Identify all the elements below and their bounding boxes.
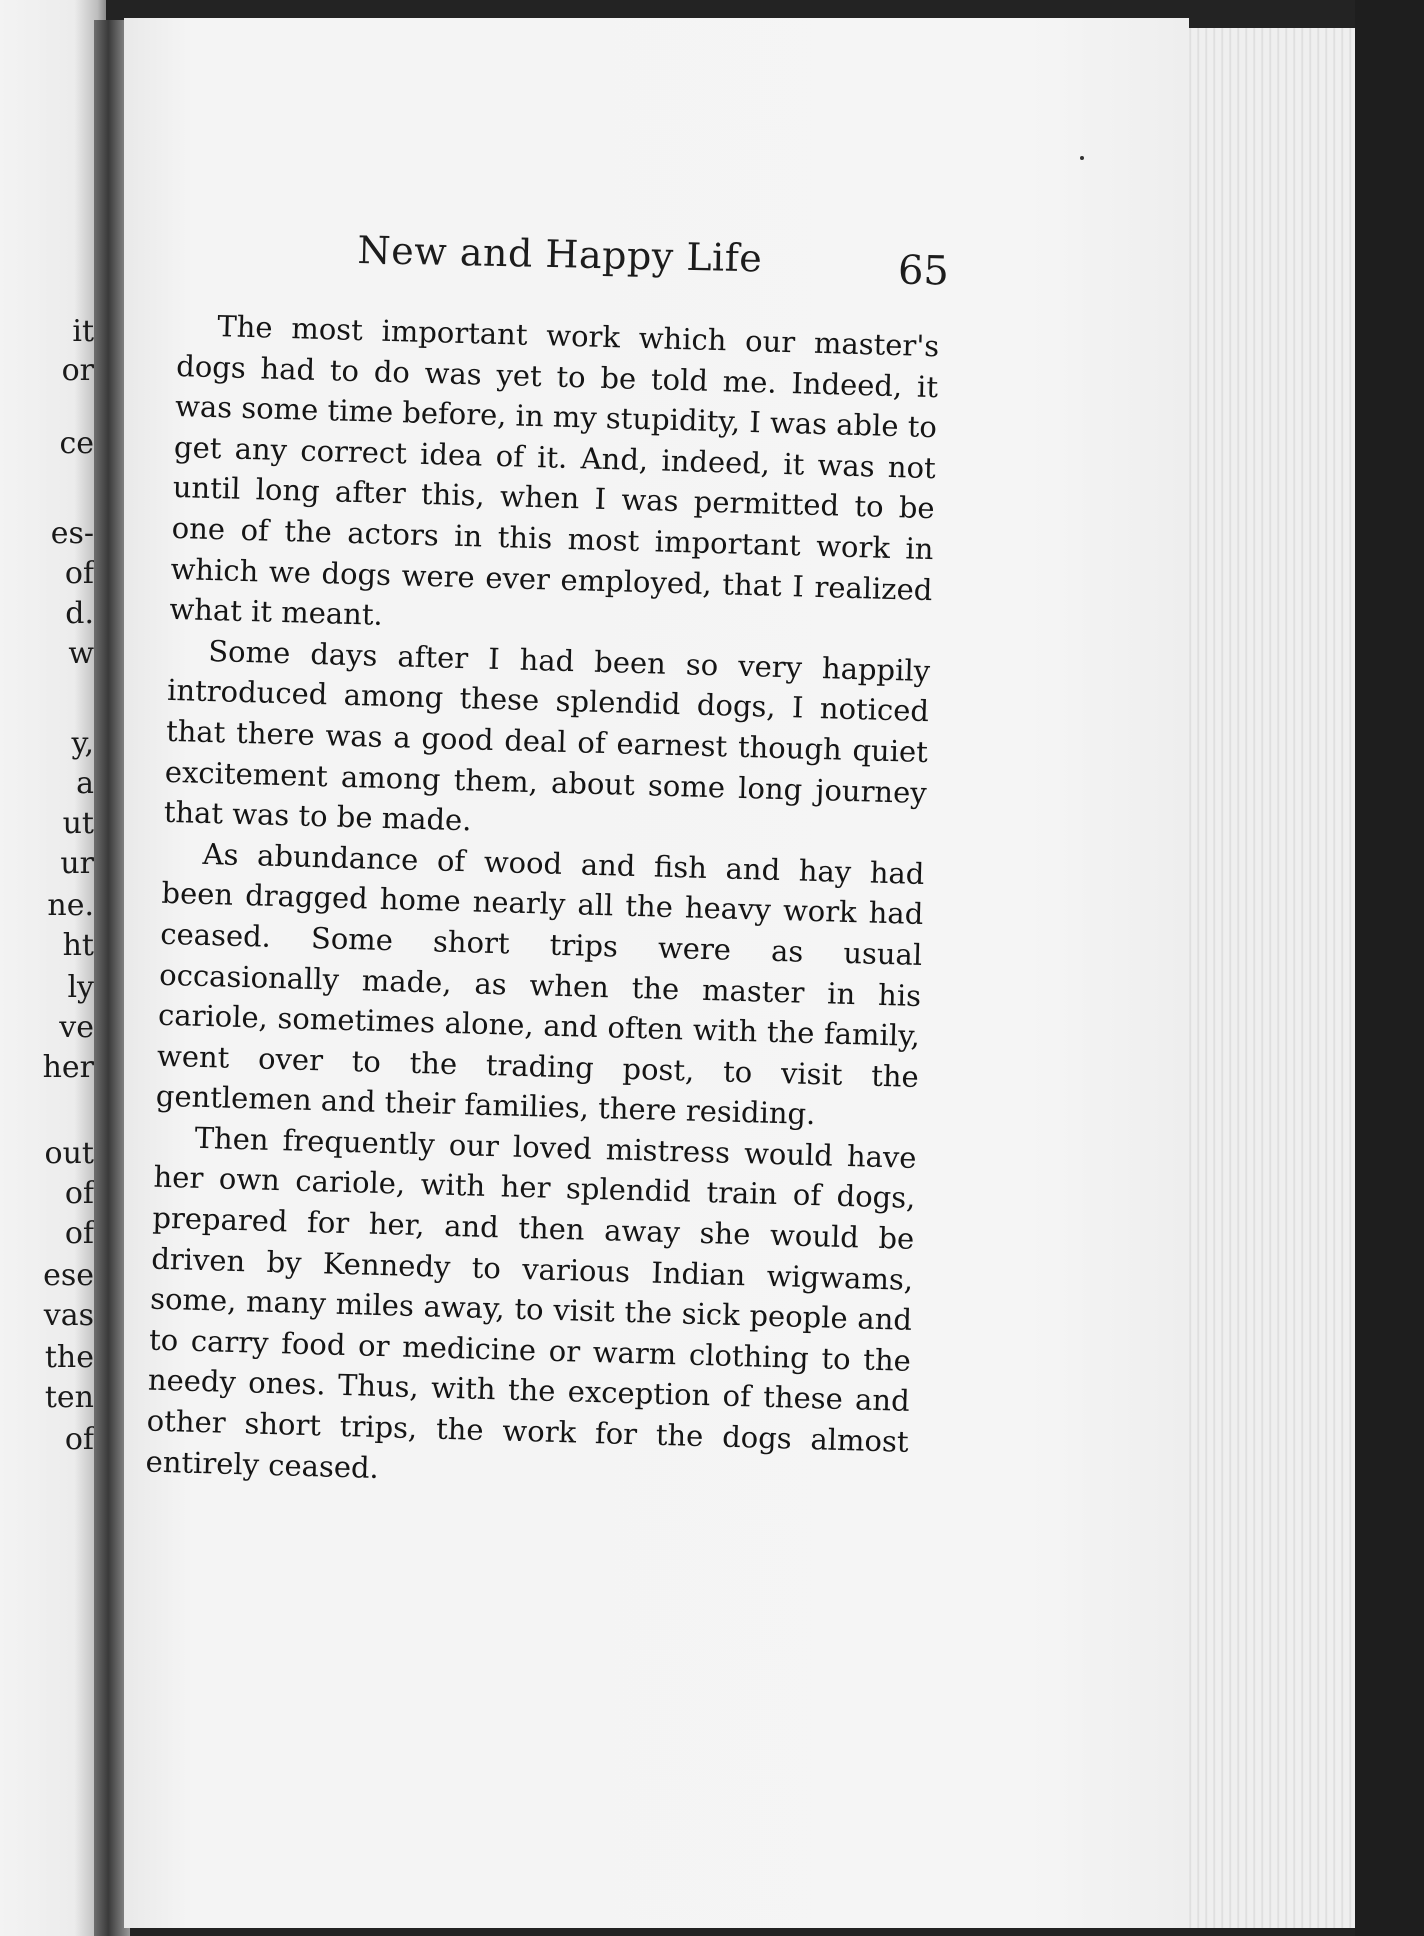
left-page-fragment: d. [65,596,94,631]
left-page-fragment: es- [50,516,94,551]
paragraph: The most important work which our master's dogs had to do was yet to be told me. Indeed, it was some time before, in my stupidity, I was able to get any correct idea of it. And, indeed, it was not until long after this, when I was permitted to be one of the actors in this most important work in which we dogs were ever employed, that I realized what it meant. [169,309,940,632]
paragraph: As abundance of wood and fish and hay had been dragged home nearly all the heavy work had ceased. Some short trips were as usual occasionally made, as when the master in his cariole, sometimes alone, and often with the family, went over to the trading post, to visit the gentlemen and their families, there residing. [155,836,925,1132]
left-page-fragment: ut [62,806,94,841]
left-page-fragment: ne. [47,888,94,923]
page-number: 65 [897,247,950,295]
left-page-fragment: a [76,766,94,801]
scan-background [1355,0,1424,1936]
left-page-fragment: out [44,1136,94,1171]
left-page-fragment: ten [44,1380,94,1415]
left-page-fragment: w [68,636,94,671]
left-page-fragment: of [64,1422,94,1457]
left-page-fragment: it [72,314,94,349]
left-page-fragment: or [61,353,94,388]
paragraph: Some days after I had been so very happily introduced among these splendid dogs, I noticed that there was a good deal of earnest though quiet excitement among them, about some long journey that was to be made. [163,633,931,838]
left-page-fragment: of [64,1176,94,1211]
dust-speck [1080,156,1084,160]
paragraph: Then frequently our loved mistress would have her own cariole, with her splendid train of dogs, prepared for her, and then away she would be driven by Kennedy to various Indian wigwams, some, many miles away, to visit the sick people and to carry food or medicine or warm clothing to the needy ones. Thus, with the exception of these and other short trips, the work for the dogs almost entirely ceased. [145,1120,917,1485]
left-page-fragment: the [44,1340,94,1375]
left-page-fragment: ht [62,928,94,963]
running-title: New and Happy Life [357,228,763,281]
left-page-fragment: ese [43,1258,94,1293]
left-page-fragment: vas [43,1298,94,1333]
left-page-fragment: ce [59,426,94,461]
left-page-fragment: of [64,1216,94,1251]
left-page-fragment: ur [60,846,94,881]
left-page-fragment: her [42,1050,94,1085]
left-page-fragment: ly [67,970,94,1005]
left-page-fragment: ve [59,1010,94,1045]
body-text [145,305,940,1503]
left-page-fragment: of [64,556,94,591]
left-page-fragment: y, [71,726,94,761]
left-page [0,0,106,1936]
